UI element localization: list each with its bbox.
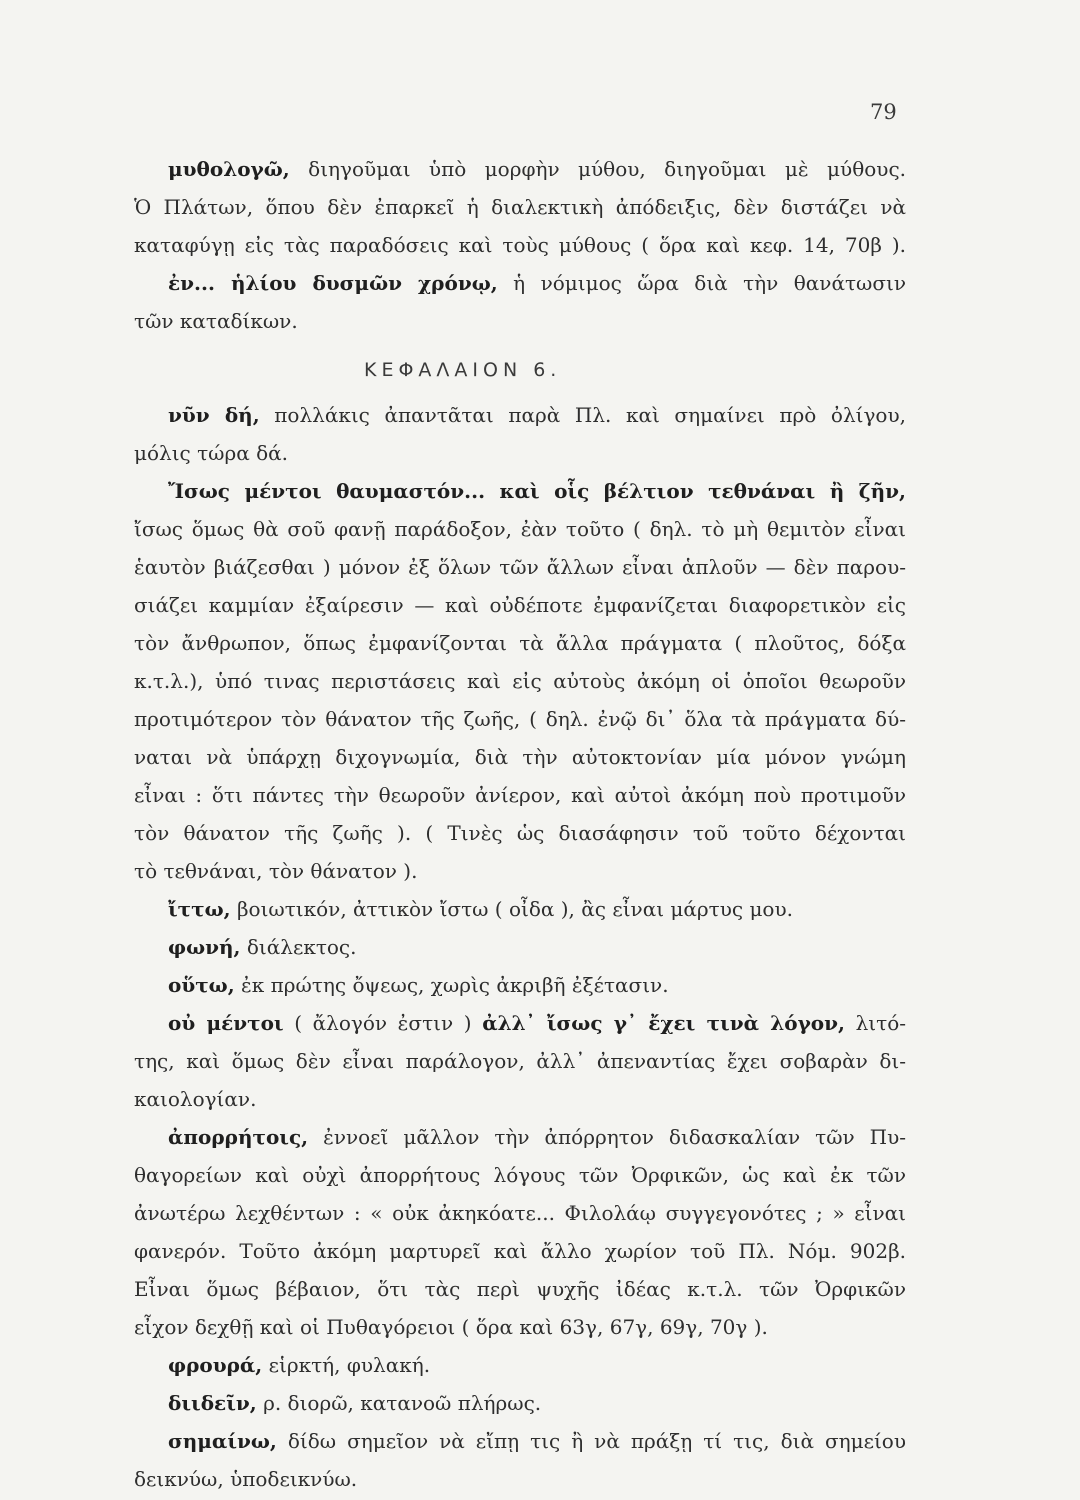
- lemma: μυθολογῶ,: [168, 157, 290, 181]
- text-line: θαγορείων καὶ οὐχὶ ἀπορρήτους λόγους τῶν Ὀρφικῶν, ὡς καὶ ἐκ τῶν: [134, 1163, 906, 1187]
- text-line: τὸν ἄνθρωπον, ὅπως ἐμφανίζονται τὰ ἄλλα πράγματα ( πλοῦτος, δόξα: [134, 631, 906, 655]
- text-line: φανερόν. Τοῦτο ἀκόμη μαρτυρεῖ καὶ ἄλλο χωρίον τοῦ Πλ. Νόμ. 902β.: [134, 1239, 906, 1263]
- lemma: ἴττω,: [168, 897, 231, 921]
- gloss: ἡ νόμιμος ὥρα διὰ τὴν θανάτωσιν: [497, 271, 906, 295]
- page-number: 79: [870, 100, 897, 124]
- gloss: ἐκ πρώτης ὄψεως, χωρὶς ἀκριβῆ ἐξέτασιν.: [234, 973, 669, 997]
- gloss: διάλεκτος.: [240, 935, 357, 959]
- text-line: [134, 264, 906, 302]
- text-line: [134, 1346, 906, 1384]
- lemma: ἀπορρήτοις,: [168, 1125, 309, 1149]
- text-line: Εἶναι ὅμως βέβαιον, ὅτι τὰς περὶ ψυχῆς ἰδέας κ.τ.λ. τῶν Ὀρφικῶν: [134, 1277, 906, 1301]
- gloss: δίδω σημεῖον νὰ εἴπῃ τις ἢ νὰ πράξῃ τί τις, διὰ σημείου: [276, 1429, 906, 1453]
- gloss: λιτό-: [844, 1011, 906, 1035]
- gloss: διηγοῦμαι ὑπὸ μορφὴν μύθου, διηγοῦμαι μὲ μύθους.: [289, 157, 906, 181]
- text-line: τὸ τεθνάναι, τὸν θάνατον ).: [134, 859, 418, 883]
- gloss: εἱρκτή, φυλακή.: [262, 1353, 431, 1377]
- lemma: ἀλλ᾽ ἴσως γ᾽ ἔχει τινὰ λόγον,: [482, 1011, 845, 1035]
- text-line: της, καὶ ὅμως δὲν εἶναι παράλογον, ἀλλ᾽ ἀπεναντίας ἔχει σοβαρὰν δι-: [134, 1049, 906, 1073]
- lemma: σημαίνω,: [168, 1429, 277, 1453]
- text-line: καιολογίαν.: [134, 1087, 257, 1111]
- text-line: προτιμότερον τὸν θάνατον τῆς ζωῆς, ( δηλ. ἐνῷ δι᾽ ὅλα τὰ πράγματα δύ-: [134, 707, 906, 731]
- text-line: ναται νὰ ὑπάρχῃ διχογνωμία, διὰ τὴν αὐτοκτονίαν μία μόνον γνώμη: [134, 745, 906, 769]
- gloss: πολλάκις ἀπαντᾶται παρὰ Πλ. καὶ σημαίνει πρὸ ὀλίγου,: [259, 403, 906, 427]
- text-line: ἀνωτέρω λεχθέντων : « οὐκ ἀκηκόατε... Φιλολάῳ συγγεγονότες ; » εἶναι: [134, 1201, 906, 1225]
- gloss: ἐννοεῖ μᾶλλον τὴν ἀπόρρητον διδασκαλίαν τῶν Πυ-: [308, 1125, 906, 1149]
- text-line: [134, 1118, 906, 1156]
- text-line: εἶναι : ὅτι πάντες τὴν θεωροῦν ἀνίερον, καὶ αὐτοὶ ἀκόμη ποὺ προτιμοῦν: [134, 783, 906, 807]
- text-line: τὸν θάνατον τῆς ζωῆς ). ( Τινὲς ὡς διασάφησιν τοῦ τοῦτο δέχονται: [134, 821, 906, 845]
- text-line: [134, 1004, 906, 1042]
- text-line: [134, 890, 906, 928]
- lemma: οὐ μέντοι: [168, 1011, 284, 1035]
- gloss: βοιωτικόν, ἀττικὸν ἴστω ( οἶδα ), ἂς εἶναι μάρτυς μου.: [230, 897, 793, 921]
- text-line: [134, 396, 906, 434]
- text-line: τῶν καταδίκων.: [134, 309, 298, 333]
- text-line: εἶχον δεχθῇ καὶ οἱ Πυθαγόρειοι ( ὅρα καὶ 63γ, 67γ, 69γ, 70γ ).: [134, 1315, 768, 1339]
- text-line: δεικνύω, ὑποδεικνύω.: [134, 1467, 358, 1491]
- gloss: ρ. διορῶ, κατανοῶ πλήρως.: [256, 1391, 542, 1415]
- text-line: κ.τ.λ.), ὑπό τινας περιστάσεις καὶ εἰς αὐτοὺς ἀκόμη οἱ ὁποῖοι θεωροῦν: [134, 669, 906, 693]
- text-line: [134, 472, 906, 510]
- text-line: [134, 1422, 906, 1460]
- lemma: διιδεῖν,: [168, 1391, 257, 1415]
- text-line: [134, 150, 906, 188]
- lemma: ἐν... ἡλίου δυσμῶν χρόνῳ,: [168, 271, 498, 295]
- text-line: [134, 1384, 906, 1422]
- text-line: [134, 966, 906, 1004]
- text-line: [134, 928, 906, 966]
- chapter-heading: ΚΕΦΑΛΑΙΟΝ 6.: [364, 359, 562, 381]
- lemma: φωνή,: [168, 935, 241, 959]
- text-line: καταφύγῃ εἰς τὰς παραδόσεις καὶ τοὺς μύθους ( ὅρα καὶ κεφ. 14, 70β ).: [134, 233, 906, 257]
- lemma: φρουρά,: [168, 1353, 263, 1377]
- commentary-text: [134, 150, 906, 1498]
- text-line: μόλις τώρα δά.: [134, 441, 289, 465]
- lemma: νῦν δή,: [168, 403, 260, 427]
- gloss: ( ἄλογόν ἐστιν ): [283, 1011, 483, 1035]
- lemma: Ἴσως μέντοι θαυμαστόν... καὶ οἷς βέλτιον τεθνάναι ἢ ζῆν,: [168, 479, 906, 503]
- text-line: ἴσως ὅμως θὰ σοῦ φανῇ παράδοξον, ἐὰν τοῦτο ( δηλ. τὸ μὴ θεμιτὸν εἶναι: [134, 517, 906, 541]
- text-line: Ὁ Πλάτων, ὅπου δὲν ἐπαρκεῖ ἡ διαλεκτικὴ ἀπόδειξις, δὲν διστάζει νὰ: [134, 195, 906, 219]
- text-line: σιάζει καμμίαν ἐξαίρεσιν — καὶ οὐδέποτε ἐμφανίζεται διαφορετικὸν εἰς: [134, 593, 906, 617]
- lemma: οὕτω,: [168, 973, 235, 997]
- text-line: ἑαυτὸν βιάζεσθαι ) μόνον ἐξ ὅλων τῶν ἄλλων εἶναι ἁπλοῦν — δὲν παρου-: [134, 555, 906, 579]
